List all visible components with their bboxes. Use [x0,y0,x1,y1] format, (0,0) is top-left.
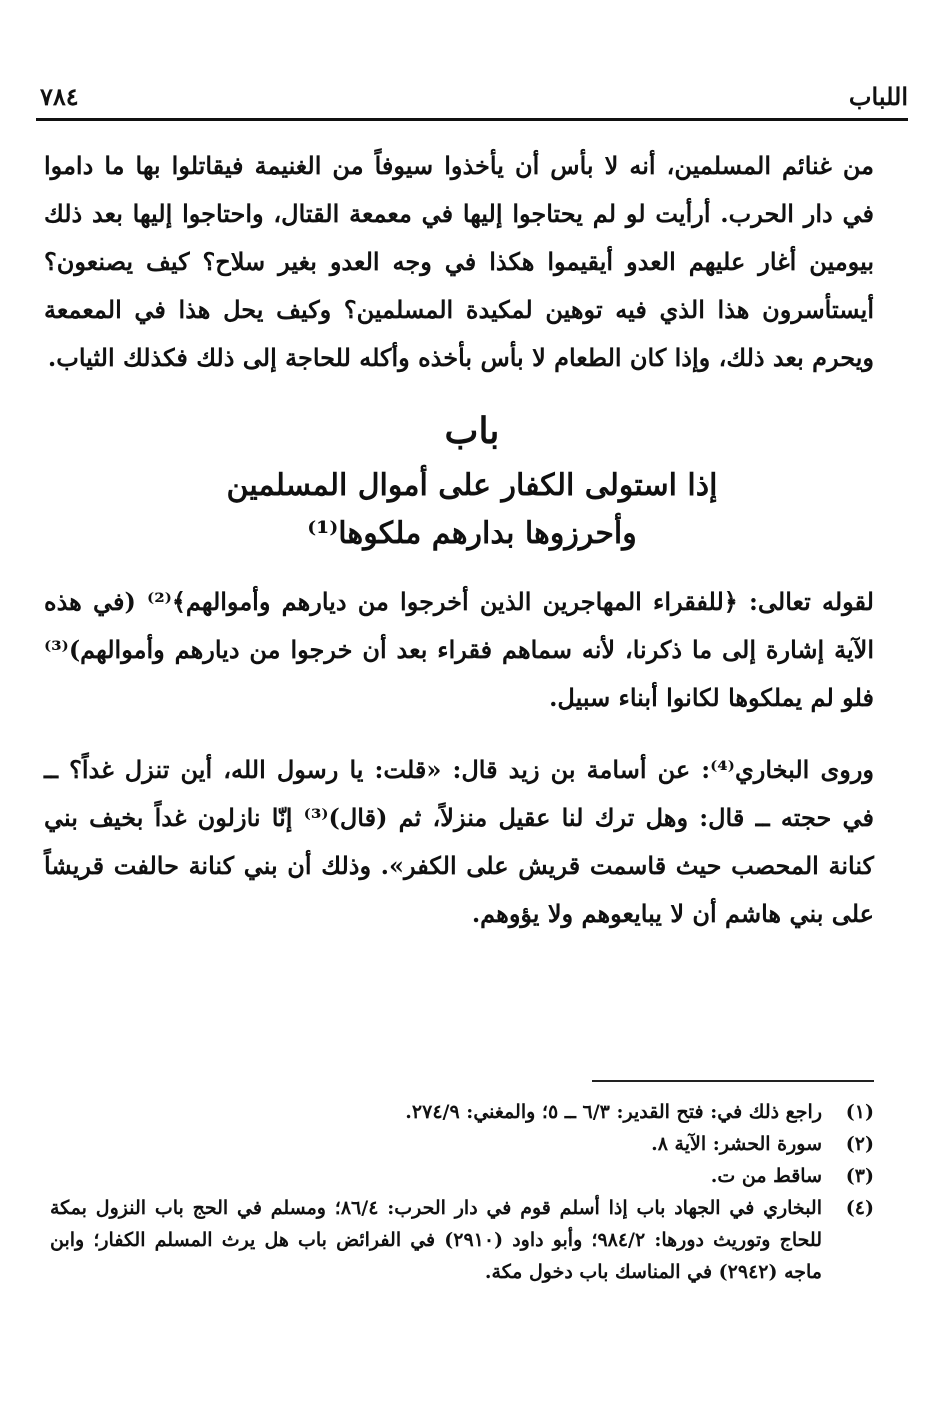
footnote-number: (٤) [845,1197,874,1219]
footnote-1 [50,1096,874,1128]
page-header [40,78,908,114]
footnote-number: (٣) [845,1165,874,1187]
paragraph-2: لقوله تعالى: ﴿للفقراء المهاجرين الذين أخرجوا من ديارهم وأموالهم﴾⁽²⁾ (في هذه الآية إشارة إلى ما ذكرنا، لأنه سماهم فقراء بعد أن خرجوا من ديارهم وأموالهم)⁽³⁾ فلو لم يملكوها لكانوا أبناء سبيل. [44,587,874,712]
footnote-text: راجع ذلك في: فتح القدير: ٦/٣ ــ ٥؛ والمغني: ٢٧٤/٩. [405,1101,822,1123]
running-title: اللباب [848,81,908,111]
footnote-number: (٢) [845,1133,874,1155]
chapter-heading-word: باب [444,410,500,452]
chapter-title-line-1: إذا استولى الكفار على أموال المسلمين [226,468,718,503]
footnote-text: البخاري في الجهاد باب إذا أسلم قوم في دار الحرب: ٨٦/٤؛ ومسلم في الحج باب النزول بمكة للحاج وتوريث دورها: ٩٨٤/٢؛ وأبو داود (٢٩١٠) في الفرائض باب هل يرث المسلم الكفار؛ وابن ماجه (٢٩٤٢) في المناسك باب دخول مكة. [50,1197,823,1283]
page-number: ٧٨٤ [40,81,79,111]
footnote-text: ساقط من ت. [710,1165,822,1187]
footnote-text: سورة الحشر: الآية ٨. [651,1133,822,1155]
paragraph-1: من غنائم المسلمين، أنه لا بأس أن يأخذوا سيوفاً من الغنيمة فيقاتلوا بها ما داموا في دار الحرب. أرأيت لو لم يحتاجوا إليها في معمعة القتال، واحتاجوا إليها بعد ذلك بيومين أغار عليهم العدو أيقيموا هكذا في وجه العدو بغير سلاح؟ كيف يصنعون؟ أيستأسرون هذا الذي فيه توهين لمكيدة المسلمين؟ وكيف يحل هذا في المعمعة ويحرم بعد ذلك، وإذا كان الطعام لا بأس بأخذه وأكله للحاجة إلى ذلك فكذلك الثياب. [44,151,874,372]
paragraph-3: وروى البخاري⁽⁴⁾: عن أسامة بن زيد قال: «قلت: يا رسول الله، أين تنزل غداً؟ ــ في حجته ــ قال: وهل ترك لنا عقيل منزلاً، ثم (قال)⁽³⁾ إنّا نازلون غداً بخيف بني كنانة المحصب حيث قاسمت قريش على الكفر». وذلك أن بني كنانة حالفت قريشاً على بني هاشم أن لا يبايعوهم ولا يؤوهم. [44,755,874,928]
chapter-title-line-2: وأحرزوها بدارهم ملكوها⁽¹⁾ [307,516,637,551]
footnote-4 [50,1192,874,1288]
footnote-3 [50,1160,874,1192]
footnote-2 [50,1128,874,1160]
header-rule [36,118,908,121]
footnote-number: (١) [845,1101,874,1123]
footnotes [50,1096,874,1288]
footnote-separator [592,1080,874,1082]
